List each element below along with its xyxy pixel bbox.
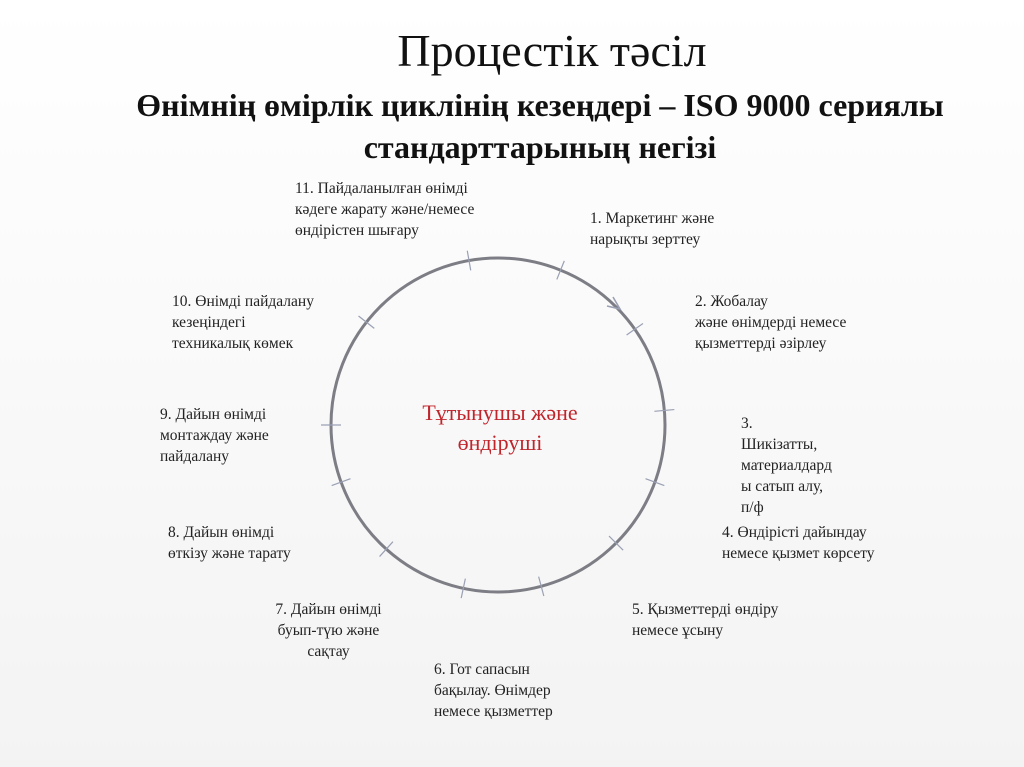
step-4-line: немесе қызмет көрсету [722, 545, 875, 562]
step-7-line: буып-түю және [277, 622, 380, 639]
cycle-tick [627, 323, 643, 334]
step-1-marketing [590, 208, 714, 250]
step-2-line: және өнімдерді немесе [695, 314, 847, 331]
step-8-line: өткізу және тарату [168, 545, 291, 562]
step-5-production [632, 599, 778, 641]
step-6-quality-control [434, 659, 553, 722]
step-3-line: Шикізатты, [741, 436, 818, 453]
step-7-packaging [251, 599, 406, 662]
cycle-tick [359, 316, 375, 328]
step-11-disposal [295, 178, 474, 241]
step-3-line: п/ф [741, 499, 764, 516]
step-11-line: кәдеге жарату және/немесе [295, 201, 475, 218]
step-3-procurement [741, 413, 832, 518]
step-1-line: 1. Маркетинг және [590, 210, 715, 227]
step-7-line: 7. Дайын өнімді [275, 601, 382, 618]
step-2-design [695, 291, 846, 354]
step-9-line: монтаждау және [160, 427, 269, 444]
step-9-installation [160, 404, 269, 467]
step-6-line: 6. Гот сапасын [434, 661, 530, 678]
step-11-line: өндірістен шығару [295, 222, 419, 239]
center-label [380, 398, 620, 458]
step-4-production-prep [722, 522, 875, 564]
step-9-line: пайдалану [160, 448, 230, 465]
step-10-technical-support [172, 291, 314, 354]
subtitle-line-2: стандарттарының негізі [363, 129, 717, 165]
step-10-line: 10. Өнімді пайдалану [172, 293, 314, 310]
step-10-line: техникалық көмек [172, 335, 294, 352]
step-11-line: 11. Пайдаланылған өнімді [295, 180, 468, 197]
center-label-line-1: Тұтынушы және [422, 400, 578, 425]
step-8-distribution [168, 522, 291, 564]
page-title: Процестік тәсіл [397, 25, 707, 76]
step-5-line: немесе ұсыну [632, 622, 724, 639]
step-3-line: материалдард [741, 457, 832, 474]
step-5-line: 5. Қызметтерді өндіру [632, 601, 779, 618]
step-2-line: 2. Жобалау [695, 293, 768, 310]
subtitle-line-1: Өнімнің өмірлік циклінің кезеңдері – ISO 9000 сериялы [136, 87, 944, 123]
center-label-line-2: өндіруші [457, 430, 543, 455]
step-1-line: нарықты зерттеу [590, 231, 701, 248]
step-3-line: 3. [741, 415, 753, 432]
step-9-line: 9. Дайын өнімді [160, 406, 267, 423]
step-10-line: кезеңіндегі [172, 314, 246, 331]
step-2-line: қызметтерді әзірлеу [695, 335, 827, 352]
step-6-line: немесе қызметтер [434, 703, 553, 720]
step-8-line: 8. Дайын өнімді [168, 524, 275, 541]
step-3-line: ы сатып алу, [741, 478, 824, 495]
step-7-line: сақтау [307, 643, 350, 660]
step-6-line: бақылау. Өнімдер [434, 682, 551, 699]
step-4-line: 4. Өндірісті дайындау [722, 524, 867, 541]
